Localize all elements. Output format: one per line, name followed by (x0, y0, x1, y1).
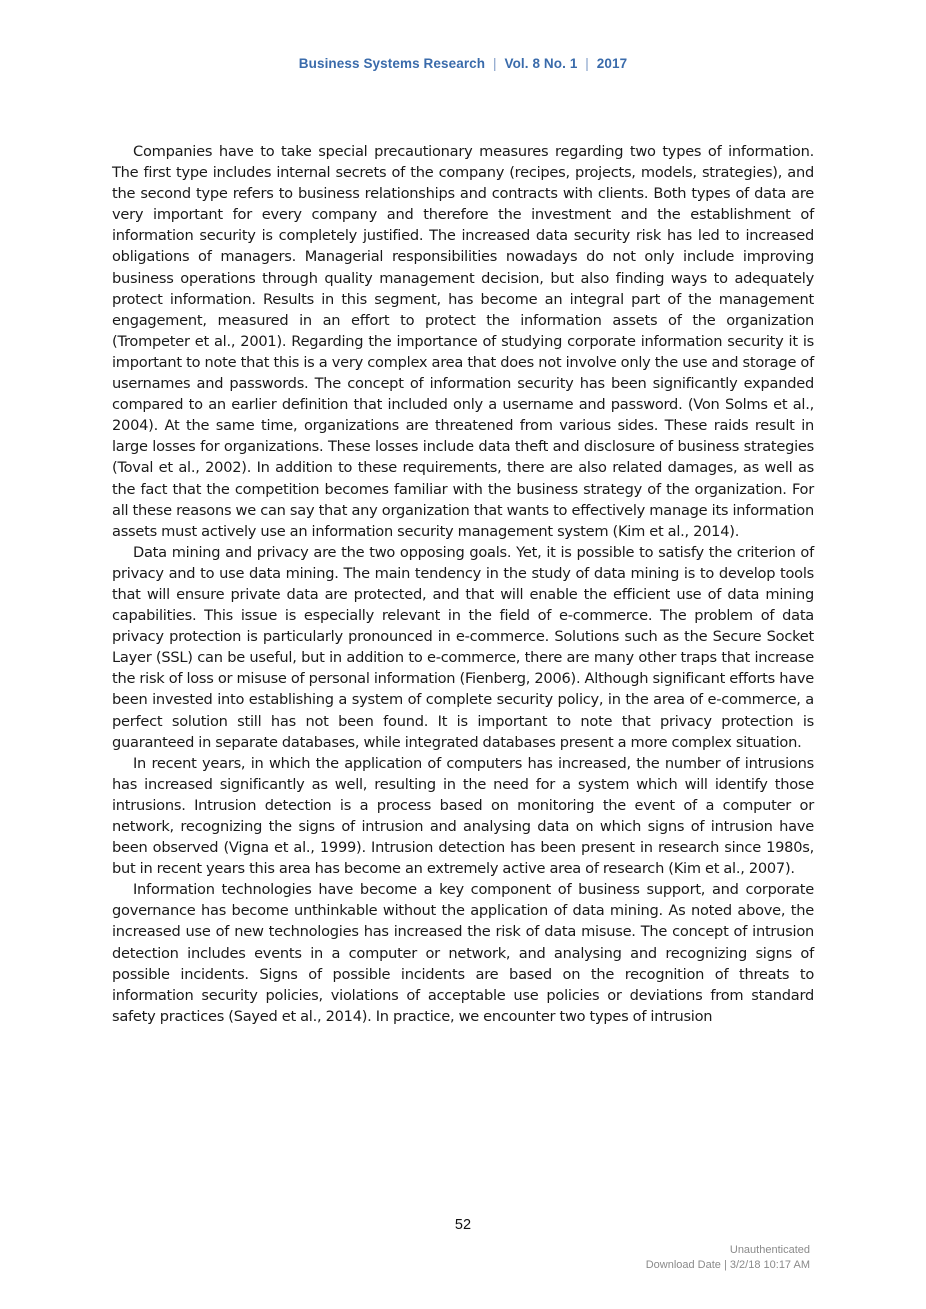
paragraph-intrusion-detection: In recent years, in which the application of computers has increased, the number of intrusions has increased significantly as well, resulting in the need for a system which will identify those intrusions. Intrusion detection is a process based on monitoring the event of a computer or network, recognizing the signs of intrusion and analysing data on which signs of intrusion have been observed (Vigna et al., 1999). Intrusion detection has been present in research since 1980s, but in recent years this area has become an extremely active area of research (Kim et al., 2007). (112, 754, 814, 878)
download-metadata (646, 1243, 810, 1273)
journal-volume: Vol. 8 No. 1 (504, 56, 578, 71)
journal-year: 2017 (596, 56, 628, 71)
auth-status: Unauthenticated (729, 1244, 810, 1256)
paragraph-information-security: Companies have to take special precautionary measures regarding two types of information. The first type includes internal secrets of the company (recipes, projects, models, strategies), and the second type refers to business relationships and contracts with clients. Both types of data are very important for every company and therefore the investment and the establishment of information security is completely justified. The increased data security risk has led to increased obligations of managers. Managerial responsibilities nowadays do not only include improving business operations through quality management decision, but also finding ways to adequately protect information. Results in this segment, has become an integral part of the management engagement, measured in an effort to protect the information assets of the organization (Trompeter et al., 2001). Regarding the importance of studying corporate information security it is important to note that this is a very complex area that does not involve only the use and storage of usernames and passwords. The concept of information security has been significantly expanded compared to an earlier definition that included only a username and password. (Von Solms et al., 2004). At the same time, organizations are threatened from various sides. These raids result in large losses for organizations. These losses include data theft and disclosure of business strategies (Toval et al., 2002). In addition to these requirements, there are also related damages, as well as the fact that the competition becomes familiar with the business strategy of the organization. For all these reasons we can say that any organization that wants to effectively manage its information assets must actively use an information security management system (Kim et al., 2014). (112, 143, 814, 540)
page-number: 52 (454, 1217, 472, 1233)
paragraph-information-technologies: Information technologies have become a key component of business support, and corporate governance has become unthinkable without the application of data mining. As noted above, the increased use of new technologies has increased the risk of data misuse. The concept of intrusion detection includes events in a computer or network, and analysing and recognizing signs of possible incidents. Signs of possible incidents are based on the recognition of threats to information security policies, violations of acceptable use policies or deviations from standard safety practices (Sayed et al., 2014). In practice, we encounter two types of intrusion (112, 881, 814, 1025)
article-body (112, 141, 814, 1027)
paragraph-data-mining-privacy: Data mining and privacy are the two opposing goals. Yet, it is possible to satisfy the criterion of privacy and to use data mining. The main tendency in the study of data mining is to develop tools that will ensure private data are protected, and that will enable the efficient use of data mining capabilities. This issue is especially relevant in the field of e-commerce. The problem of data privacy protection is particularly pronounced in e-commerce. Solutions such as the Secure Socket Layer (SSL) can be useful, but in addition to e-commerce, there are many other traps that increase the risk of loss or misuse of personal information (Fienberg, 2006). Although significant efforts have been invested into establishing a system of complete security policy, in the area of e-commerce, a perfect solution still has not been found. It is important to note that privacy protection is guaranteed in separate databases, while integrated databases present a more complex situation. (112, 543, 814, 751)
running-header (0, 56, 926, 71)
journal-name: Business Systems Research (298, 56, 486, 71)
header-separator: | (585, 56, 589, 71)
download-date: Download Date | 3/2/18 10:17 AM (645, 1259, 810, 1271)
header-separator: | (493, 56, 497, 71)
